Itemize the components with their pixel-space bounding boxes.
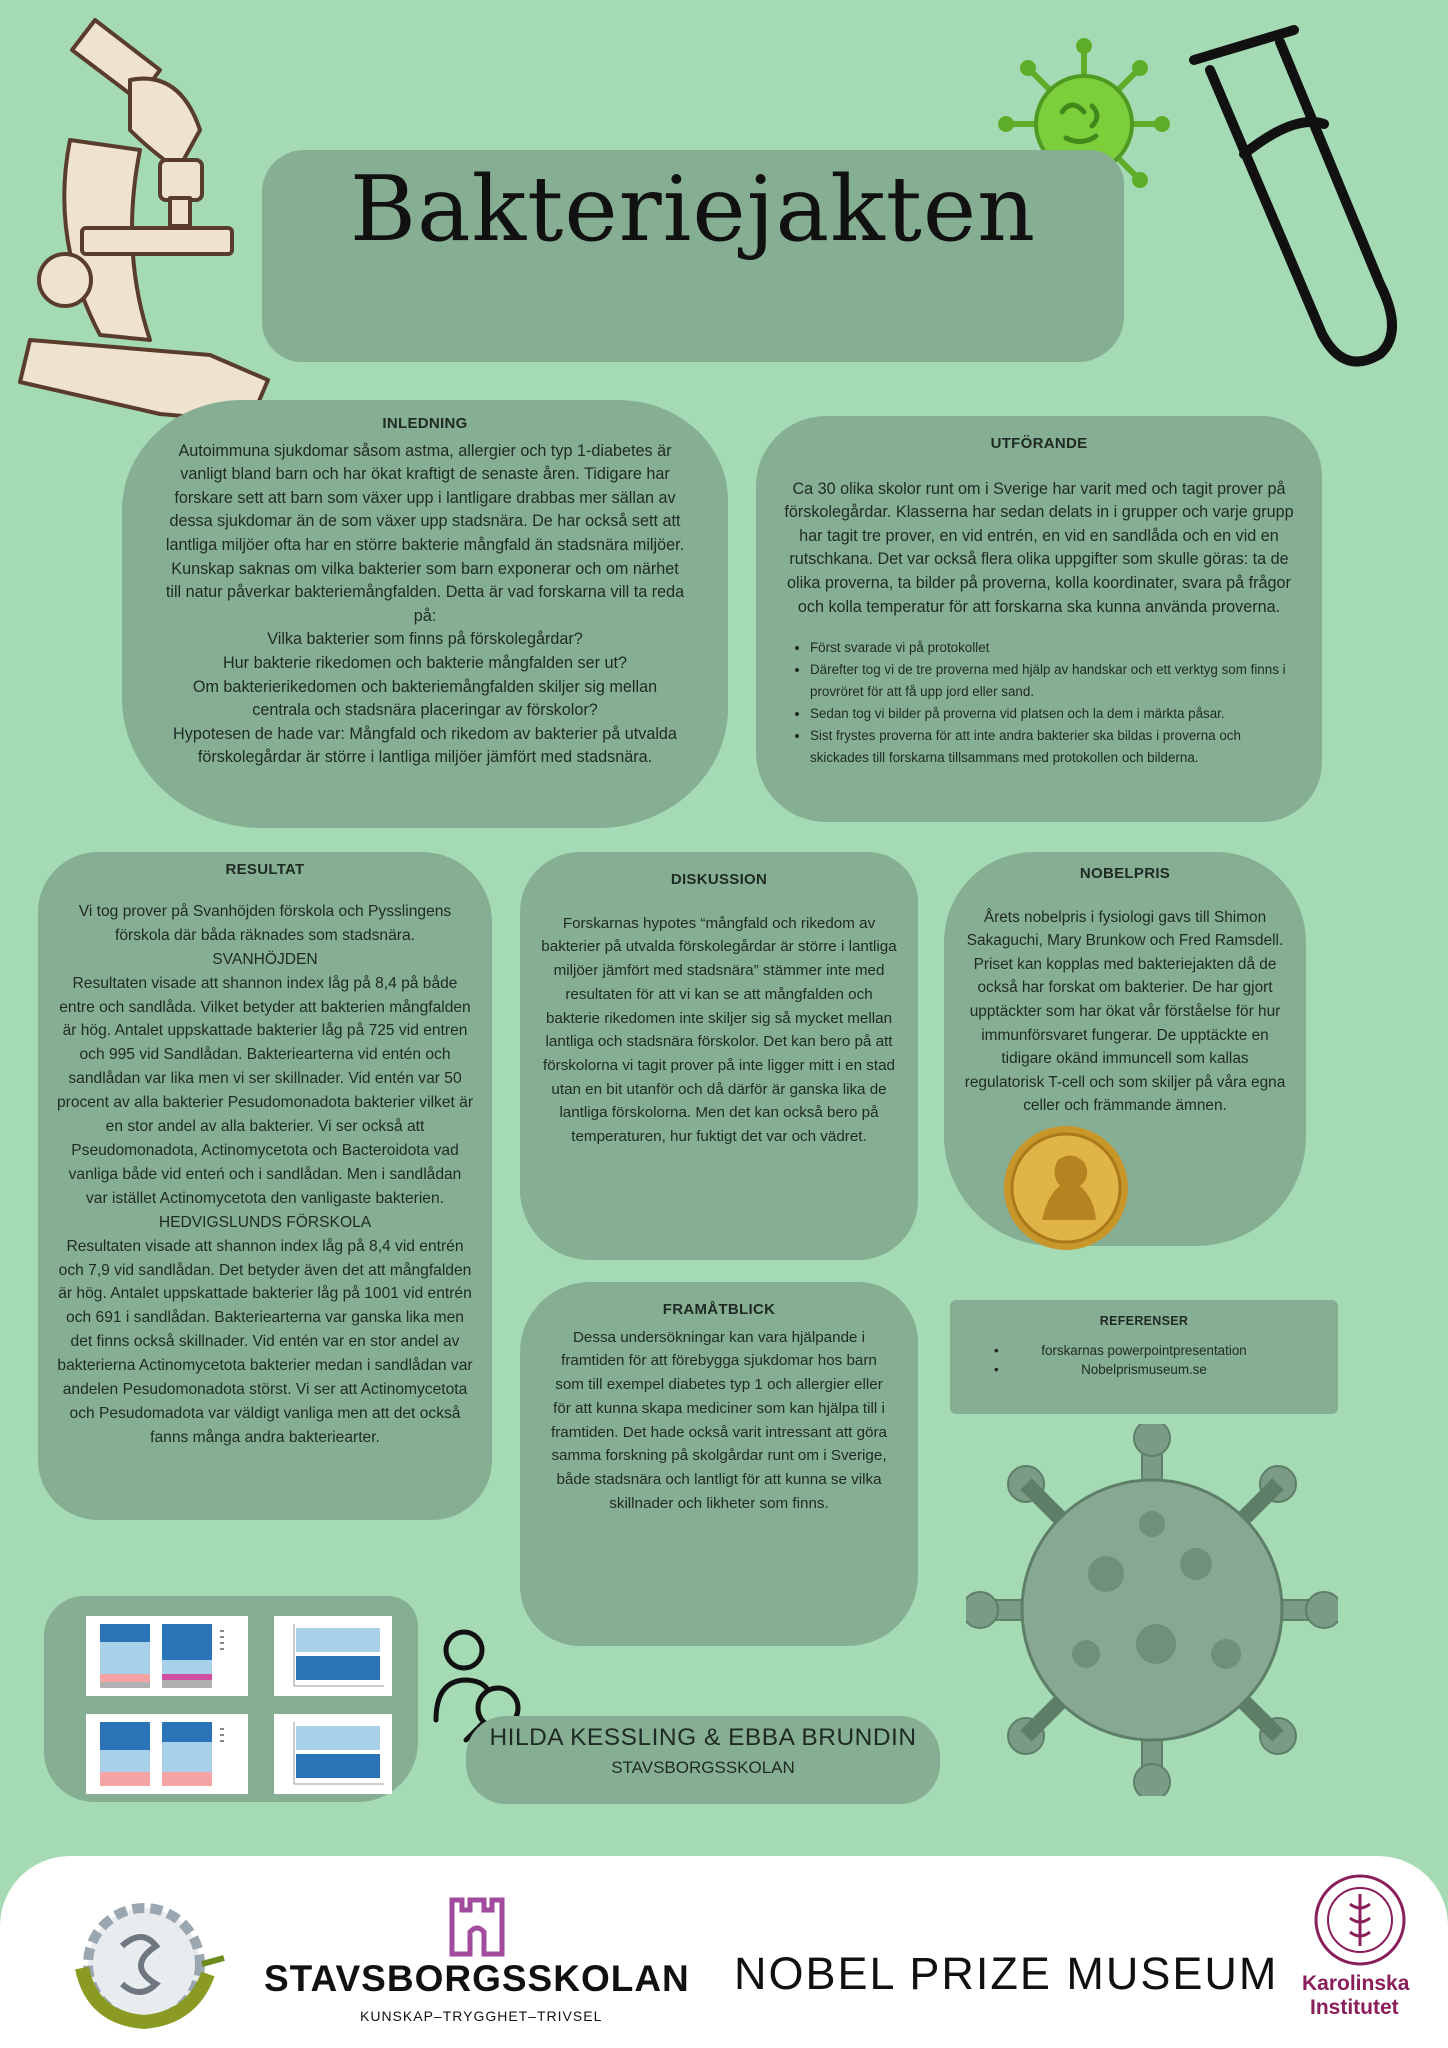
nobel-heading: NOBELPRIS	[1079, 865, 1171, 882]
karolinska-seal	[1312, 1872, 1408, 1968]
nobel-body: Årets nobelpris i fysiologi gavs till Shimon Sakaguchi, Mary Brunkow och Fred Ramsdell. Priset kan kopplas med bakteriejakten då de också har forskat om bakterier. De har gjort upptäckter som har ökat vår förståelse för hur immunförsvaret fungerar. De upptäckte en tidigare okänd immuncell som kallas regulatorisk T-cell och som skiljer på våra egna celler och främmande ämnen.	[964, 908, 1286, 1115]
ssf-logo	[62, 1898, 230, 2030]
test-tube-icon	[1184, 24, 1398, 376]
reference-item: • Nobelprismuseum.se	[970, 1360, 1318, 1379]
authors-banner	[466, 1716, 940, 1804]
method-step: • Först svarade vi på protokollet	[810, 637, 1300, 659]
stavsborg-tagline: KUNSKAP–TRYGGHET–TRIVSEL	[360, 2008, 603, 2024]
result-subheading-svanhojden: SVANHÖJDEN	[212, 950, 318, 968]
chart-hedvigslund-stacked	[86, 1714, 248, 1794]
author-names: HILDA KESSLING & EBBA BRUNDIN	[489, 1724, 917, 1751]
references-heading: REFERENSER	[1099, 1314, 1189, 1328]
result-svanhojden: Resultaten visade att shannon index låg på 8,4 på både entre och sandlåda. Vilket betyder att bakterien mångfalden är hög. Antalet uppskattade bakterier låg på 725 vid entren och 995 vid Sandlådan. Bakteriearterna vid entén och sandlådan var lika men vi ser skillnader. Vid entén var 50 procent av alla bakterier Pesudomonadota bakterier vilket är en stor andel av alla bakterier. Vi ser också att Pseudomonadota, Actinomycetota och Bacteroidota vad vanliga både vid enteń och i sandlådan. Men i sandlådan var istället Actinomycetota den vanligaste bakterien.	[56, 974, 474, 1207]
discussion-panel	[520, 852, 918, 1260]
method-steps	[778, 637, 1300, 769]
result-intro: Vi tog prover på Svanhöjden förskola och Pysslingens förskola där båda räknades som stadsnära.	[78, 902, 452, 944]
intro-heading: INLEDNING	[382, 415, 468, 432]
method-step: • Därefter tog vi de tre proverna med hjälp av handskar och ett verktyg som finns i provröret för att få upp jord eller sand.	[810, 659, 1300, 703]
stavsborg-logo-name: STAVSBORGSSKOLAN	[264, 1958, 690, 1999]
nobel-medal-image	[1002, 1124, 1130, 1252]
intro-question-3: Om bakterierikedomen och bakteriemångfalden skiljer sig mellan centrala och stadsnära placeringar av förskolor?	[192, 677, 658, 720]
references-panel	[950, 1300, 1338, 1414]
intro-body: Autoimmuna sjukdomar såsom astma, allergier och typ 1-diabetes är vanligt bland barn och har ökat kraftigt de senaste åren. Tidigare har forskare sett att barn som växer upp i lantligare drabbas mer sällan av dessa sjukdomar än de som växer upp stadsnära. De har också sett att lantliga miljöer ofta har en större bakterie mångfald än stadsnära miljöer. Kunskap saknas om vilka bakterier som barn exponerar och om närhet till natur påverkar bakteriemångfalden. Detta är vad forskarna vill ta reda på:	[165, 441, 685, 625]
discussion-heading: DISKUSSION	[670, 871, 768, 888]
author-school: STAVSBORGSSKOLAN	[611, 1757, 795, 1777]
method-step: • Sedan tog vi bilder på proverna vid platsen och la dem i märkta påsar.	[810, 703, 1300, 725]
reference-item: • forskarnas powerpointpresentation	[970, 1341, 1318, 1360]
chart-hedvigslund-shannon	[274, 1714, 392, 1794]
method-heading: UTFÖRANDE	[990, 435, 1088, 452]
coronavirus-image	[966, 1424, 1338, 1796]
karolinska-logo-line2: Institutet	[1310, 1996, 1399, 2019]
microscope-icon	[10, 10, 272, 422]
forward-panel	[520, 1282, 918, 1646]
intro-question-2: Hur bakterie rikedomen och bakterie mångfalden ser ut?	[222, 653, 627, 672]
poster-title: Bakteriejakten	[349, 157, 1037, 262]
footer-logos	[0, 1856, 1448, 2048]
intro-hypothesis: Hypotesen de hade var: Mångfald och rikedom av bakterier på utvalda förskolegårdar är större i lantliga miljöer jämfört med stadsnära.	[173, 724, 677, 767]
forward-body: Dessa undersökningar kan vara hjälpande i framtiden för att förebygga sjukdomar hos barn som till exempel diabetes typ 1 och allergier eller för att kunna skapa mediciner som kan hjälpa till i framtiden. Det hade också varit intressant att göra samma forskning på skolgårdar runt om i Sverige, både stadsnära och lantligt för att kunna se vilka skillnader och likheter som finns.	[551, 1328, 887, 1512]
result-hedvigslund: Resultaten visade att shannon index låg på 8,4 vid entrén och 7,9 vid sandlådan. Det betyder även det att mångfalden är hög. Antalet uppskattade bakterier låg på 1001 vid entrén och 691 i sandlådan. Bakteriearterna var ganska lika men det finns också skillnader. Vid entén var en stor andel av bakterierna Actinomycetota bakterier medan i sandlådan var andelen Pesudomonadota störst. Vi ser att Actinomycetota och Pesudomadota var väldigt vanliga men att det också fanns många andra bakteriearter.	[57, 1237, 473, 1446]
discussion-body: Forskarnas hypotes “mångfald och rikedom av bakterier på utvalda förskolegårdar är större i lantliga miljöer jämfört med stadsnära” stämmer inte med resultaten för att vi kan se att mångfalden och bakterie rikedomen inte skiljer sig så mycket mellan lantliga och stadsnära förskolor. Det kan bero på att förskolorna vi tagit prover på inte ligger mitt i en stad utan en bit utanför och då därför är ganska lika de lantliga förskolorna. Men det kan också bero på temperaturen, hur fuktigt det var och vädret.	[541, 914, 897, 1146]
chart-svanhojden-shannon	[274, 1616, 392, 1696]
forward-heading: FRAMÅTBLICK	[662, 1301, 776, 1318]
method-panel	[756, 416, 1322, 822]
karolinska-logo-line1: Karolinska	[1302, 1972, 1410, 1995]
method-step: • Sist frystes proverna för att inte andra bakterier ska bildas i proverna och skickades till forskarna tillsammans med protokollen och bilderna.	[810, 725, 1300, 769]
stavsborg-tower-icon	[446, 1896, 508, 1958]
method-body: Ca 30 olika skolor runt om i Sverige har varit med och tagit prover på förskolegårdar. Klasserna har sedan delats in i grupper och varje grupp har tagit tre prover, en vid entrén, en vid en sandlåda och en vid en rutschkana. Det var också flera olika uppgifter som skulle göras: ta de olika proverna, ta bilder på proverna, kolla koordinater, svara på frågor och kolla temperatur för att forskarna ska kunna använda proverna.	[784, 479, 1294, 616]
chart-svanhojden-stacked	[86, 1616, 248, 1696]
intro-panel	[122, 400, 728, 828]
nobel-panel	[944, 852, 1306, 1246]
charts-panel	[44, 1596, 418, 1802]
result-panel	[38, 852, 492, 1520]
nobel-museum-logo: NOBEL PRIZE MUSEUM	[734, 1948, 1279, 1999]
intro-question-1: Vilka bakterier som finns på förskolegårdar?	[267, 630, 583, 649]
result-subheading-hedvigslund: HEDVIGSLUNDS FÖRSKOLA	[158, 1213, 372, 1231]
title-banner	[262, 150, 1124, 362]
references-list	[970, 1341, 1318, 1379]
result-heading: RESULTAT	[225, 861, 305, 878]
